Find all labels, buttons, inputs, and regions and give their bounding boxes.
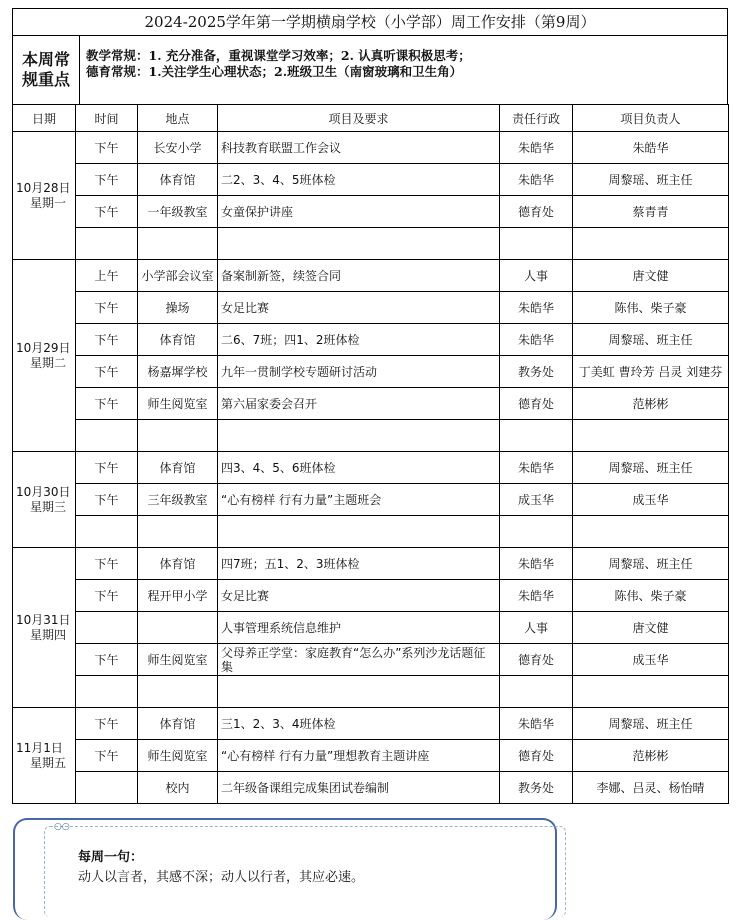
owner-cell: 范彬彬 (573, 740, 729, 772)
admin-cell: 朱皓华 (500, 164, 573, 196)
owner-cell: 李娜、吕灵、杨怡晴 (573, 772, 729, 804)
owner-cell: 周黎瑶、班主任 (573, 164, 729, 196)
owner-cell: 朱皓华 (573, 132, 729, 164)
owner-cell: 范彬彬 (573, 388, 729, 420)
schedule-table (12, 104, 729, 804)
item-cell: 四7班；五1、2、3班体检 (218, 548, 500, 580)
item-cell: 人事管理系统信息维护 (218, 612, 500, 644)
page-title: 2024-2025学年第一学期横扇学校（小学部）周工作安排（第9周） (12, 8, 728, 35)
owner-cell: 成玉华 (573, 484, 729, 516)
table-row (13, 484, 729, 516)
owner-cell: 周黎瑶、班主任 (573, 452, 729, 484)
item-cell: 第六届家委会召开 (218, 388, 500, 420)
place-cell: 三年级教室 (138, 484, 218, 516)
day-cell (13, 548, 76, 708)
time-cell: 下午 (76, 324, 138, 356)
header-date: 日期 (13, 105, 76, 132)
place-cell (138, 676, 218, 708)
admin-cell (500, 420, 573, 452)
item-cell (218, 676, 500, 708)
weekly-focus-text (80, 36, 471, 104)
time-cell: 下午 (76, 356, 138, 388)
admin-cell: 朱皓华 (500, 580, 573, 612)
owner-cell: 陈伟、柴子豪 (573, 580, 729, 612)
item-cell: “心有榜样 行有力量”理想教育主题讲座 (218, 740, 500, 772)
weekday-label: 星期三 (30, 499, 67, 514)
time-cell: 上午 (76, 260, 138, 292)
admin-cell (500, 516, 573, 548)
day-cell (13, 260, 76, 452)
admin-cell: 朱皓华 (500, 324, 573, 356)
table-row (13, 612, 729, 644)
header-owner: 项目负责人 (573, 105, 729, 132)
place-cell (138, 420, 218, 452)
weekday-label: 星期四 (30, 627, 67, 642)
weekly-focus (12, 35, 728, 104)
table-row (13, 292, 729, 324)
item-cell: 科技教育联盟工作会议 (218, 132, 500, 164)
date-label: 10月29日 (16, 340, 71, 355)
motto-text: 动人以言者，其感不深；动人以行者，其应必速。 (78, 870, 365, 885)
time-cell: 下午 (76, 292, 138, 324)
owner-cell: 周黎瑶、班主任 (573, 324, 729, 356)
time-cell: 下午 (76, 388, 138, 420)
item-cell: 二2、3、4、5班体检 (218, 164, 500, 196)
time-cell: 下午 (76, 132, 138, 164)
day-cell (13, 132, 76, 260)
admin-cell (500, 676, 573, 708)
place-cell: 体育馆 (138, 708, 218, 740)
place-cell: 一年级教室 (138, 196, 218, 228)
place-cell: 长安小学 (138, 132, 218, 164)
teaching-routine: 教学常规：1. 充分准备，重视课堂学习效率；2. 认真听课积极思考； (86, 48, 471, 63)
admin-cell (500, 228, 573, 260)
place-cell (138, 516, 218, 548)
place-cell: 体育馆 (138, 452, 218, 484)
schedule-sheet (12, 8, 728, 804)
item-cell: 三1、2、3、4班体检 (218, 708, 500, 740)
time-cell (76, 228, 138, 260)
table-row (13, 516, 729, 548)
item-cell: 女足比赛 (218, 580, 500, 612)
table-row (13, 740, 729, 772)
time-cell: 下午 (76, 452, 138, 484)
item-cell: 女足比赛 (218, 292, 500, 324)
time-cell: 下午 (76, 196, 138, 228)
place-cell (138, 228, 218, 260)
place-cell: 程开甲小学 (138, 580, 218, 612)
table-row (13, 228, 729, 260)
admin-cell: 朱皓华 (500, 452, 573, 484)
place-cell: 体育馆 (138, 548, 218, 580)
place-cell: 师生阅览室 (138, 388, 218, 420)
place-cell: 师生阅览室 (138, 644, 218, 676)
owner-cell: 周黎瑶、班主任 (573, 548, 729, 580)
place-cell: 小学部会议室 (138, 260, 218, 292)
date-label: 10月28日 (16, 180, 71, 195)
table-row (13, 132, 729, 164)
place-cell: 师生阅览室 (138, 740, 218, 772)
owner-cell: 周黎瑶、班主任 (573, 708, 729, 740)
time-cell: 下午 (76, 580, 138, 612)
weekday-label: 星期五 (30, 755, 67, 770)
item-cell: 九年一贯制学校专题研讨活动 (218, 356, 500, 388)
item-cell (218, 516, 500, 548)
weekday-label: 星期一 (30, 195, 67, 210)
time-cell: 下午 (76, 644, 138, 676)
table-row (13, 548, 729, 580)
owner-cell (573, 516, 729, 548)
admin-cell: 朱皓华 (500, 548, 573, 580)
table-row (13, 676, 729, 708)
date-label: 10月31日 (16, 612, 71, 627)
table-row (13, 260, 729, 292)
table-row (13, 644, 729, 676)
admin-cell: 人事 (500, 612, 573, 644)
item-cell: 二年级备课组完成集团试卷编制 (218, 772, 500, 804)
time-cell (76, 612, 138, 644)
motto-title: 每周一句： (78, 850, 144, 865)
table-row (13, 388, 729, 420)
table-row (13, 164, 729, 196)
owner-cell: 蔡青青 (573, 196, 729, 228)
item-cell: 父母养正学堂：家庭教育“怎么办”系列沙龙话题征集 (218, 644, 500, 676)
time-cell (76, 676, 138, 708)
time-cell (76, 772, 138, 804)
owner-cell (573, 420, 729, 452)
item-cell: 四3、4、5、6班体检 (218, 452, 500, 484)
time-cell (76, 516, 138, 548)
admin-cell: 成玉华 (500, 484, 573, 516)
item-cell: 二6、7班；四1、2班体检 (218, 324, 500, 356)
admin-cell: 朱皓华 (500, 292, 573, 324)
table-row (13, 420, 729, 452)
admin-cell: 教务处 (500, 356, 573, 388)
weekly-focus-label: 本周常规重点 (13, 36, 80, 104)
owner-cell: 唐文健 (573, 260, 729, 292)
owner-cell: 丁美虹 曹玲芳 吕灵 刘建芬 (573, 356, 729, 388)
table-row (13, 356, 729, 388)
weekday-label: 星期二 (30, 355, 67, 370)
header-place: 地点 (138, 105, 218, 132)
owner-cell: 陈伟、柴子豪 (573, 292, 729, 324)
time-cell: 下午 (76, 164, 138, 196)
owner-cell: 成玉华 (573, 644, 729, 676)
place-cell: 体育馆 (138, 324, 218, 356)
table-row (13, 196, 729, 228)
place-cell: 体育馆 (138, 164, 218, 196)
header-admin: 责任行政 (500, 105, 573, 132)
owner-cell (573, 676, 729, 708)
place-cell: 操场 (138, 292, 218, 324)
item-cell (218, 420, 500, 452)
header-item: 项目及要求 (218, 105, 500, 132)
table-row (13, 772, 729, 804)
time-cell: 下午 (76, 740, 138, 772)
admin-cell: 德育处 (500, 196, 573, 228)
moral-routine: 德育常规：1.关注学生心理状态；2.班级卫生（南窗玻璃和卫生角） (86, 64, 463, 79)
table-row (13, 452, 729, 484)
place-cell: 杨嘉墀学校 (138, 356, 218, 388)
admin-cell: 德育处 (500, 388, 573, 420)
table-row (13, 324, 729, 356)
item-cell: 备案制新签，续签合同 (218, 260, 500, 292)
item-cell: “心有榜样 行有力量”主题班会 (218, 484, 500, 516)
admin-cell: 德育处 (500, 740, 573, 772)
admin-cell: 朱皓华 (500, 132, 573, 164)
owner-cell: 唐文健 (573, 612, 729, 644)
admin-cell: 人事 (500, 260, 573, 292)
item-cell: 女童保护讲座 (218, 196, 500, 228)
place-cell: 校内 (138, 772, 218, 804)
item-cell (218, 228, 500, 260)
day-cell (13, 452, 76, 548)
place-cell (138, 612, 218, 644)
table-row (13, 708, 729, 740)
header-row (13, 105, 729, 132)
header-time: 时间 (76, 105, 138, 132)
date-label: 11月1日 (16, 740, 63, 755)
owner-cell (573, 228, 729, 260)
day-cell (13, 708, 76, 804)
time-cell: 下午 (76, 708, 138, 740)
table-row (13, 580, 729, 612)
date-label: 10月30日 (16, 484, 71, 499)
time-cell (76, 420, 138, 452)
decorative-dots-icon: ○○ (54, 822, 70, 832)
time-cell: 下午 (76, 548, 138, 580)
admin-cell: 德育处 (500, 644, 573, 676)
time-cell: 下午 (76, 484, 138, 516)
admin-cell: 朱皓华 (500, 708, 573, 740)
admin-cell: 教务处 (500, 772, 573, 804)
